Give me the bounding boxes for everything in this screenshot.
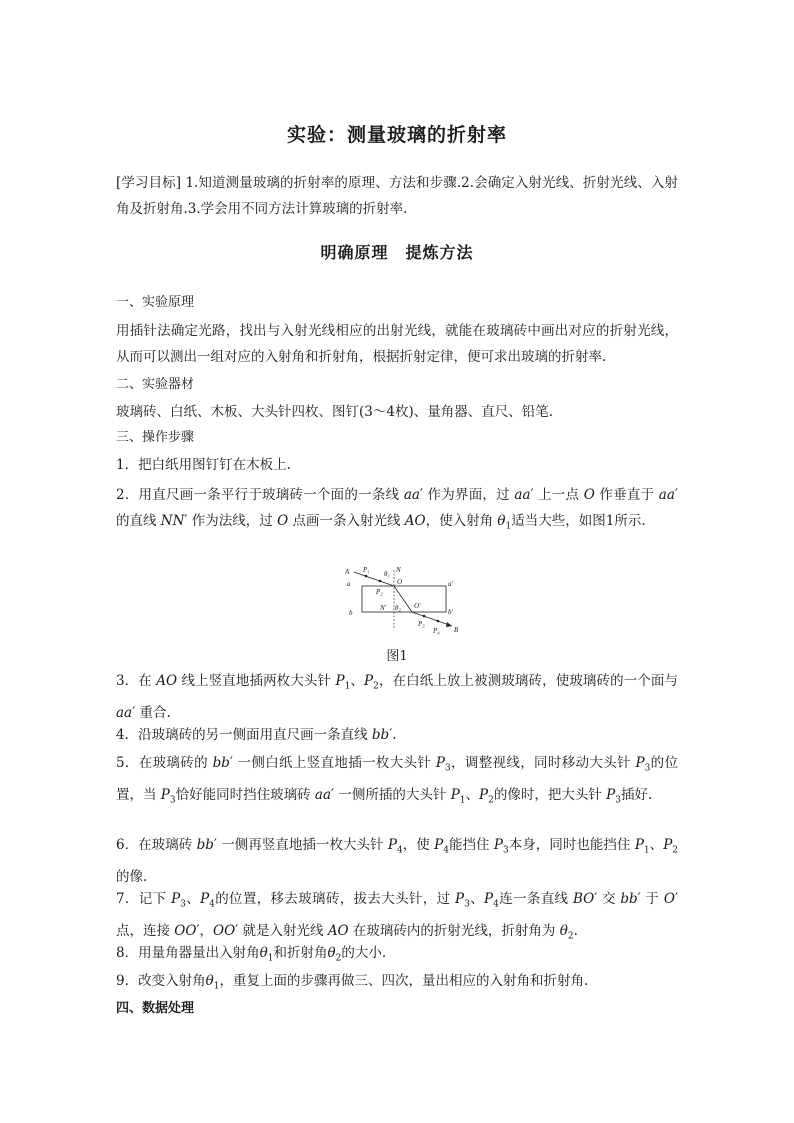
- pin-p3: [423, 615, 426, 618]
- label-P2: P₂: [376, 588, 383, 596]
- label-B: B: [454, 626, 459, 634]
- label-theta2: θ₂: [395, 604, 401, 612]
- pin-p1: [365, 575, 368, 578]
- label-P3: P₃: [418, 620, 425, 628]
- pin-p2: [379, 580, 382, 583]
- label-b-prime: b′: [448, 608, 454, 616]
- step-6: 6．在玻璃砖 bb′ 一侧再竖直地插一枚大头针 $P_4$，使 $P_4$能挡住 $P_3$本身，同时也能挡住 $P_1$、$P_2$的像.: [116, 837, 679, 885]
- label-A: A: [345, 568, 350, 576]
- learning-objectives: [116, 170, 678, 222]
- step-1: 1．把白纸用图钉钉在木板上.: [116, 457, 291, 473]
- step-5: 5．在玻璃砖的 bb′ 一侧白纸上竖直地插一枚大头针 $P_3$，调整视线，同时移动大头针 $P_3$的位置，当 $P_3$恰好能同时挡住玻璃砖 aa′ 一侧所插的大头针 $P_1$、$P_2$的像时，把大头针 $P_3$插好.: [116, 755, 678, 806]
- section-equipment-heading: 二、实验器材: [116, 377, 195, 392]
- label-b: b: [349, 609, 353, 617]
- refraction-figure: [342, 564, 462, 639]
- label-N: N: [396, 566, 401, 574]
- objectives-text: 1.知道测量玻璃的折射率的原理、方法和步骤.2.会确定入射光线、折射光线、入射角及折射角.3.学会用不同方法计算玻璃的折射率.: [116, 175, 678, 217]
- label-a: a: [347, 580, 351, 588]
- page-title: 实验：测量玻璃的折射率: [286, 124, 507, 146]
- section-data-heading: 四、数据处理: [116, 1001, 195, 1016]
- label-N-prime: N′: [380, 604, 387, 612]
- label-P4: P₄: [433, 627, 440, 635]
- step-2: 2．用直尺画一条平行于玻璃砖一个面的一条线 aa′ 作为界面，过 aa′ 上一点 O 作垂直于 aa′ 的直线 NN′ 作为法线，过 O 点画一条入射光线 AO，使入射角 $\theta_1$适当大些，如图1所示.: [116, 487, 678, 532]
- step-9: 9．改变入射角$\theta_1$，重复上面的步骤再做三、四次，量出相应的入射角和折射角.: [116, 973, 589, 992]
- step-4: 4．沿玻璃砖的另一侧面用直尺画一条直线 bb′.: [116, 727, 397, 743]
- label-theta1: θ₁: [384, 570, 390, 578]
- pin-p4: [437, 620, 440, 623]
- section-principle-heading: 一、实验原理: [116, 295, 195, 310]
- label-P1: P₁: [363, 566, 370, 574]
- arrow-head: [446, 622, 452, 627]
- figure-caption: 图1: [386, 649, 408, 664]
- label-a-prime: a′: [448, 580, 454, 588]
- step-7: 7．记下 $P_3$、$P_4$的位置，移去玻璃砖，拔去大头针，过 $P_3$、$P_4$连一条直线 BO′ 交 bb′ 于 O′ 点，连接 OO′，OO′ 就是入射光线 AO 在玻璃砖内的折射光线，折射角为 $\theta_2$.: [116, 891, 679, 942]
- glass-block: [362, 586, 446, 612]
- section-principle-text: 用插针法确定光路，找出与入射光线相应的出射光线，就能在玻璃砖中画出对应的折射光线，从而可以测出一组对应的入射角和折射角，根据折射定律，便可求出玻璃的折射率.: [116, 323, 678, 365]
- section-subtitle: 明确原理 提炼方法: [320, 243, 474, 262]
- section-equipment-text: 玻璃砖、白纸、木板、大头针四枚、图钉(3～4枚)、量角器、直尺、铅笔.: [116, 404, 554, 420]
- label-O: O: [397, 578, 403, 586]
- section-procedure-heading: 三、操作步骤: [116, 430, 195, 445]
- objectives-tag: [学习目标]: [116, 175, 182, 191]
- step-3: 3．在 AO 线上竖直地插两枚大头针 $P_1$、$P_2$，在白纸上放上被测玻璃砖，使玻璃砖的一个面与 aa′ 重合.: [116, 673, 679, 721]
- label-O-prime: O′: [414, 602, 421, 610]
- step-8: 8．用量角器量出入射角$\theta_1$和折射角$\theta_2$的大小.: [116, 945, 387, 964]
